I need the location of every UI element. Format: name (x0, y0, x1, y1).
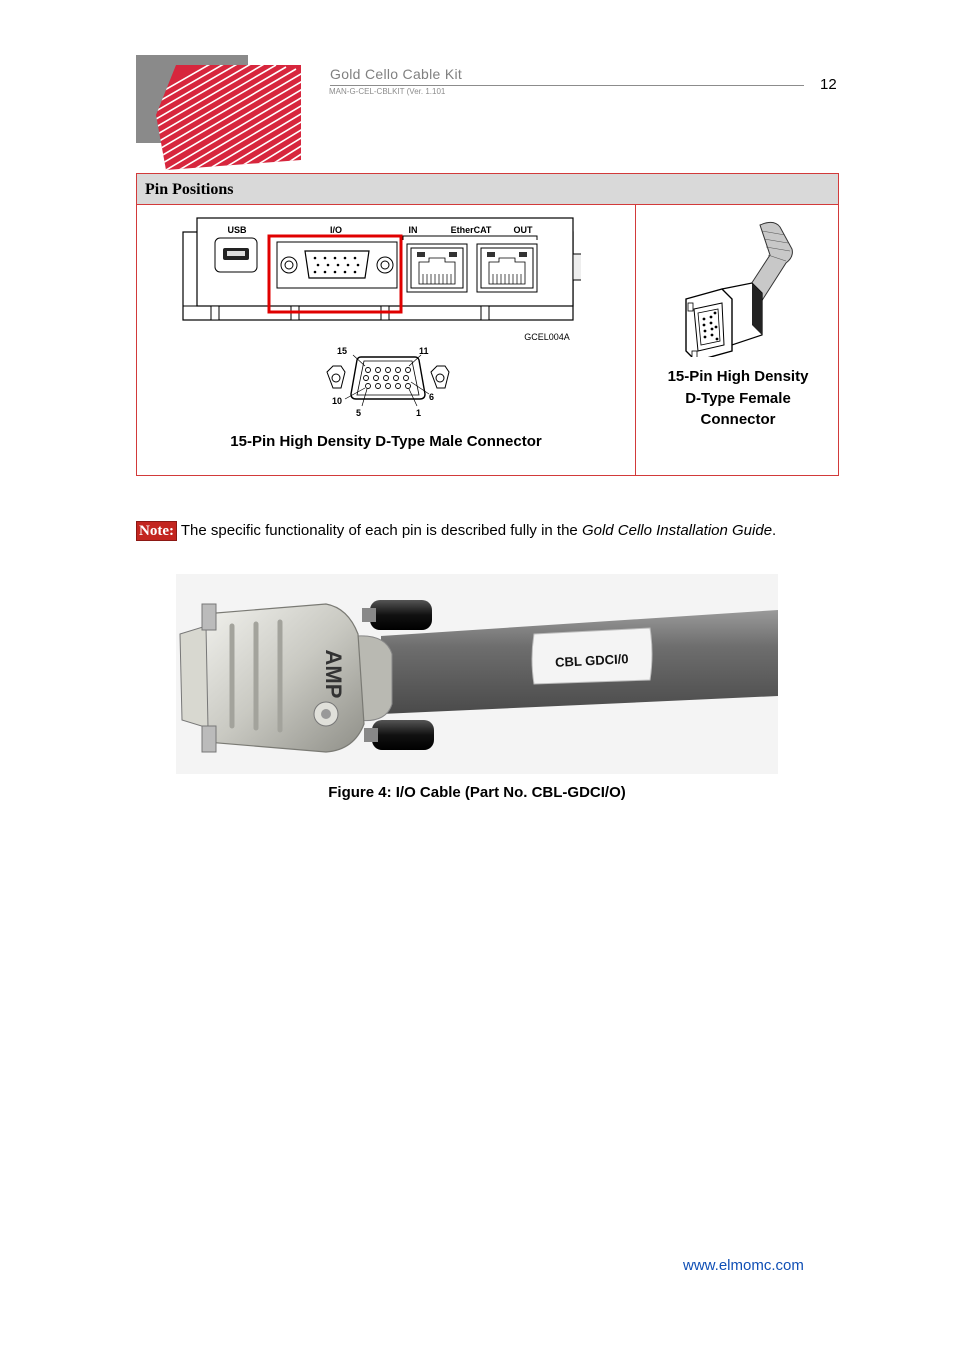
figure-code: GCEL004A (524, 332, 570, 342)
document-title: Gold Cello Cable Kit (330, 66, 463, 82)
note-text: The specific functionality of each pin is described fully in the (176, 522, 582, 539)
document-code: MAN-G-CEL-CBLKIT (Ver. 1.101 (329, 87, 446, 96)
out-label: OUT (513, 225, 533, 235)
female-caption-line: D-Type Female (685, 389, 791, 407)
usb-label: USB (227, 225, 247, 235)
pin-label-1: 1 (416, 408, 422, 418)
footer-website-link[interactable]: www.elmomc.com (683, 1257, 804, 1274)
male-connector-pinout-diagram (323, 344, 453, 419)
table-title: Pin Positions (145, 181, 234, 198)
pin-label-6: 6 (429, 392, 435, 402)
note-label: Note: (136, 521, 177, 541)
pin-label-15: 15 (337, 346, 348, 356)
io-cable-photo (176, 574, 778, 774)
figure-caption: Figure 4: I/O Cable (Part No. CBL-GDCI/O) (328, 784, 626, 801)
cable-label-text: CBL GDCI/0 (554, 651, 629, 670)
note-paragraph (136, 519, 836, 543)
pin-label-11: 11 (419, 346, 429, 356)
table-divider (635, 205, 636, 475)
installation-guide-reference: Gold Cello Installation Guide (581, 522, 773, 539)
drive-front-panel-diagram (181, 214, 581, 344)
pin-label-5: 5 (356, 408, 362, 418)
amp-brand-text: AMP (321, 649, 346, 699)
pin-label-10: 10 (332, 396, 343, 406)
female-connector-caption (649, 366, 827, 431)
ethercat-label: EtherCAT (450, 225, 492, 235)
pin-positions-table (136, 173, 839, 476)
female-connector-illustration (682, 217, 802, 357)
note-text-end: . (772, 522, 777, 539)
header-rule (330, 85, 804, 86)
table-header (137, 174, 838, 205)
page-number: 12 (820, 76, 837, 93)
male-connector-caption: 15-Pin High Density D-Type Male Connector (230, 433, 542, 450)
io-label: I/O (329, 225, 343, 235)
elmo-logo-icon (136, 55, 306, 170)
female-caption-line: 15-Pin High Density (667, 368, 809, 385)
in-label: IN (408, 225, 418, 235)
female-caption-line: Connector (700, 411, 776, 428)
